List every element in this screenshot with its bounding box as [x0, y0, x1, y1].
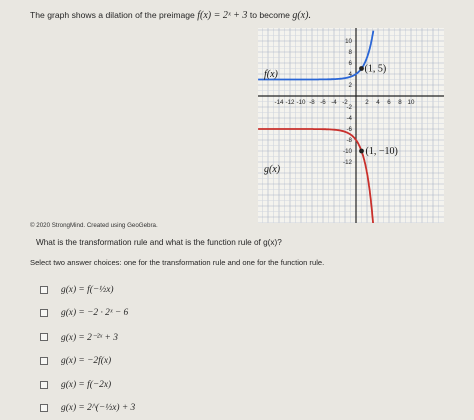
option-formula: g(x) = 2^(−½x) + 3: [61, 403, 136, 413]
point-g: [359, 149, 364, 154]
answer-option-5[interactable]: [40, 378, 111, 392]
y-tick-label: 8: [348, 49, 352, 56]
dilation-graph: [258, 28, 444, 223]
g-label: g(x): [264, 164, 281, 175]
x-tick-label: 6: [387, 99, 391, 106]
option-formula: g(x) = f(−½x): [61, 285, 114, 295]
y-tick-label: -12: [343, 159, 352, 166]
answer-option-4[interactable]: [40, 354, 111, 368]
answer-option-2[interactable]: [40, 306, 128, 320]
answer-option-1[interactable]: [40, 283, 113, 297]
option-checkbox[interactable]: [40, 286, 48, 294]
x-tick-label: -2: [342, 99, 348, 106]
option-checkbox[interactable]: [40, 357, 48, 365]
option-formula: g(x) = f(−2x): [61, 380, 112, 390]
option-formula: g(x) = −2 · 2ˣ − 6: [61, 308, 129, 318]
y-tick-label: 6: [348, 60, 352, 67]
point-f-label: (1, 5): [364, 63, 387, 75]
question-text: [30, 10, 311, 21]
y-tick-label: -10: [343, 148, 352, 155]
point-f: [359, 66, 364, 71]
f-label: f(x): [264, 69, 278, 80]
x-tick-label: -14: [274, 99, 284, 106]
x-tick-label: -6: [320, 99, 326, 106]
x-tick-label: 8: [398, 99, 402, 106]
point-g-label: (1, −10): [365, 146, 398, 157]
graph-credit: © 2020 StrongMind. Created using GeoGebra.: [30, 222, 158, 229]
option-formula: g(x) = 2⁻²ˣ + 3: [61, 332, 118, 343]
question-prompt: What is the transformation rule and what is the function rule of g(x)?: [36, 238, 282, 247]
x-tick-label: -4: [331, 99, 337, 106]
x-tick-label: 2: [365, 99, 369, 106]
y-tick-label: -4: [346, 115, 352, 122]
y-tick-label: 4: [348, 71, 352, 78]
image-formula: g(x).: [292, 10, 311, 21]
x-tick-label: 10: [407, 99, 415, 106]
y-tick-label: -2: [346, 104, 352, 111]
x-tick-label: -10: [296, 99, 306, 106]
x-tick-label: 4: [376, 99, 380, 106]
preimage-formula: f(x) = 2ˣ + 3: [197, 10, 248, 21]
option-checkbox[interactable]: [40, 333, 48, 341]
question-middle: to become: [249, 10, 290, 20]
option-formula: g(x) = −2f(x): [61, 356, 112, 366]
y-tick-label: -8: [346, 137, 352, 144]
option-checkbox[interactable]: [40, 404, 48, 412]
x-tick-label: -8: [309, 99, 315, 106]
option-checkbox[interactable]: [40, 381, 48, 389]
y-tick-label: -6: [346, 126, 352, 133]
question-prefix: The graph shows a dilation of the preimage: [30, 10, 195, 20]
answer-option-6[interactable]: [40, 401, 135, 415]
y-tick-label: 10: [345, 38, 352, 45]
select-instructions: Select two answer choices: one for the transformation rule and one for the function rule.: [30, 258, 325, 267]
option-checkbox[interactable]: [40, 309, 48, 317]
answer-option-3[interactable]: [40, 330, 118, 344]
y-tick-label: 2: [348, 82, 352, 89]
x-tick-label: -12: [285, 99, 295, 106]
